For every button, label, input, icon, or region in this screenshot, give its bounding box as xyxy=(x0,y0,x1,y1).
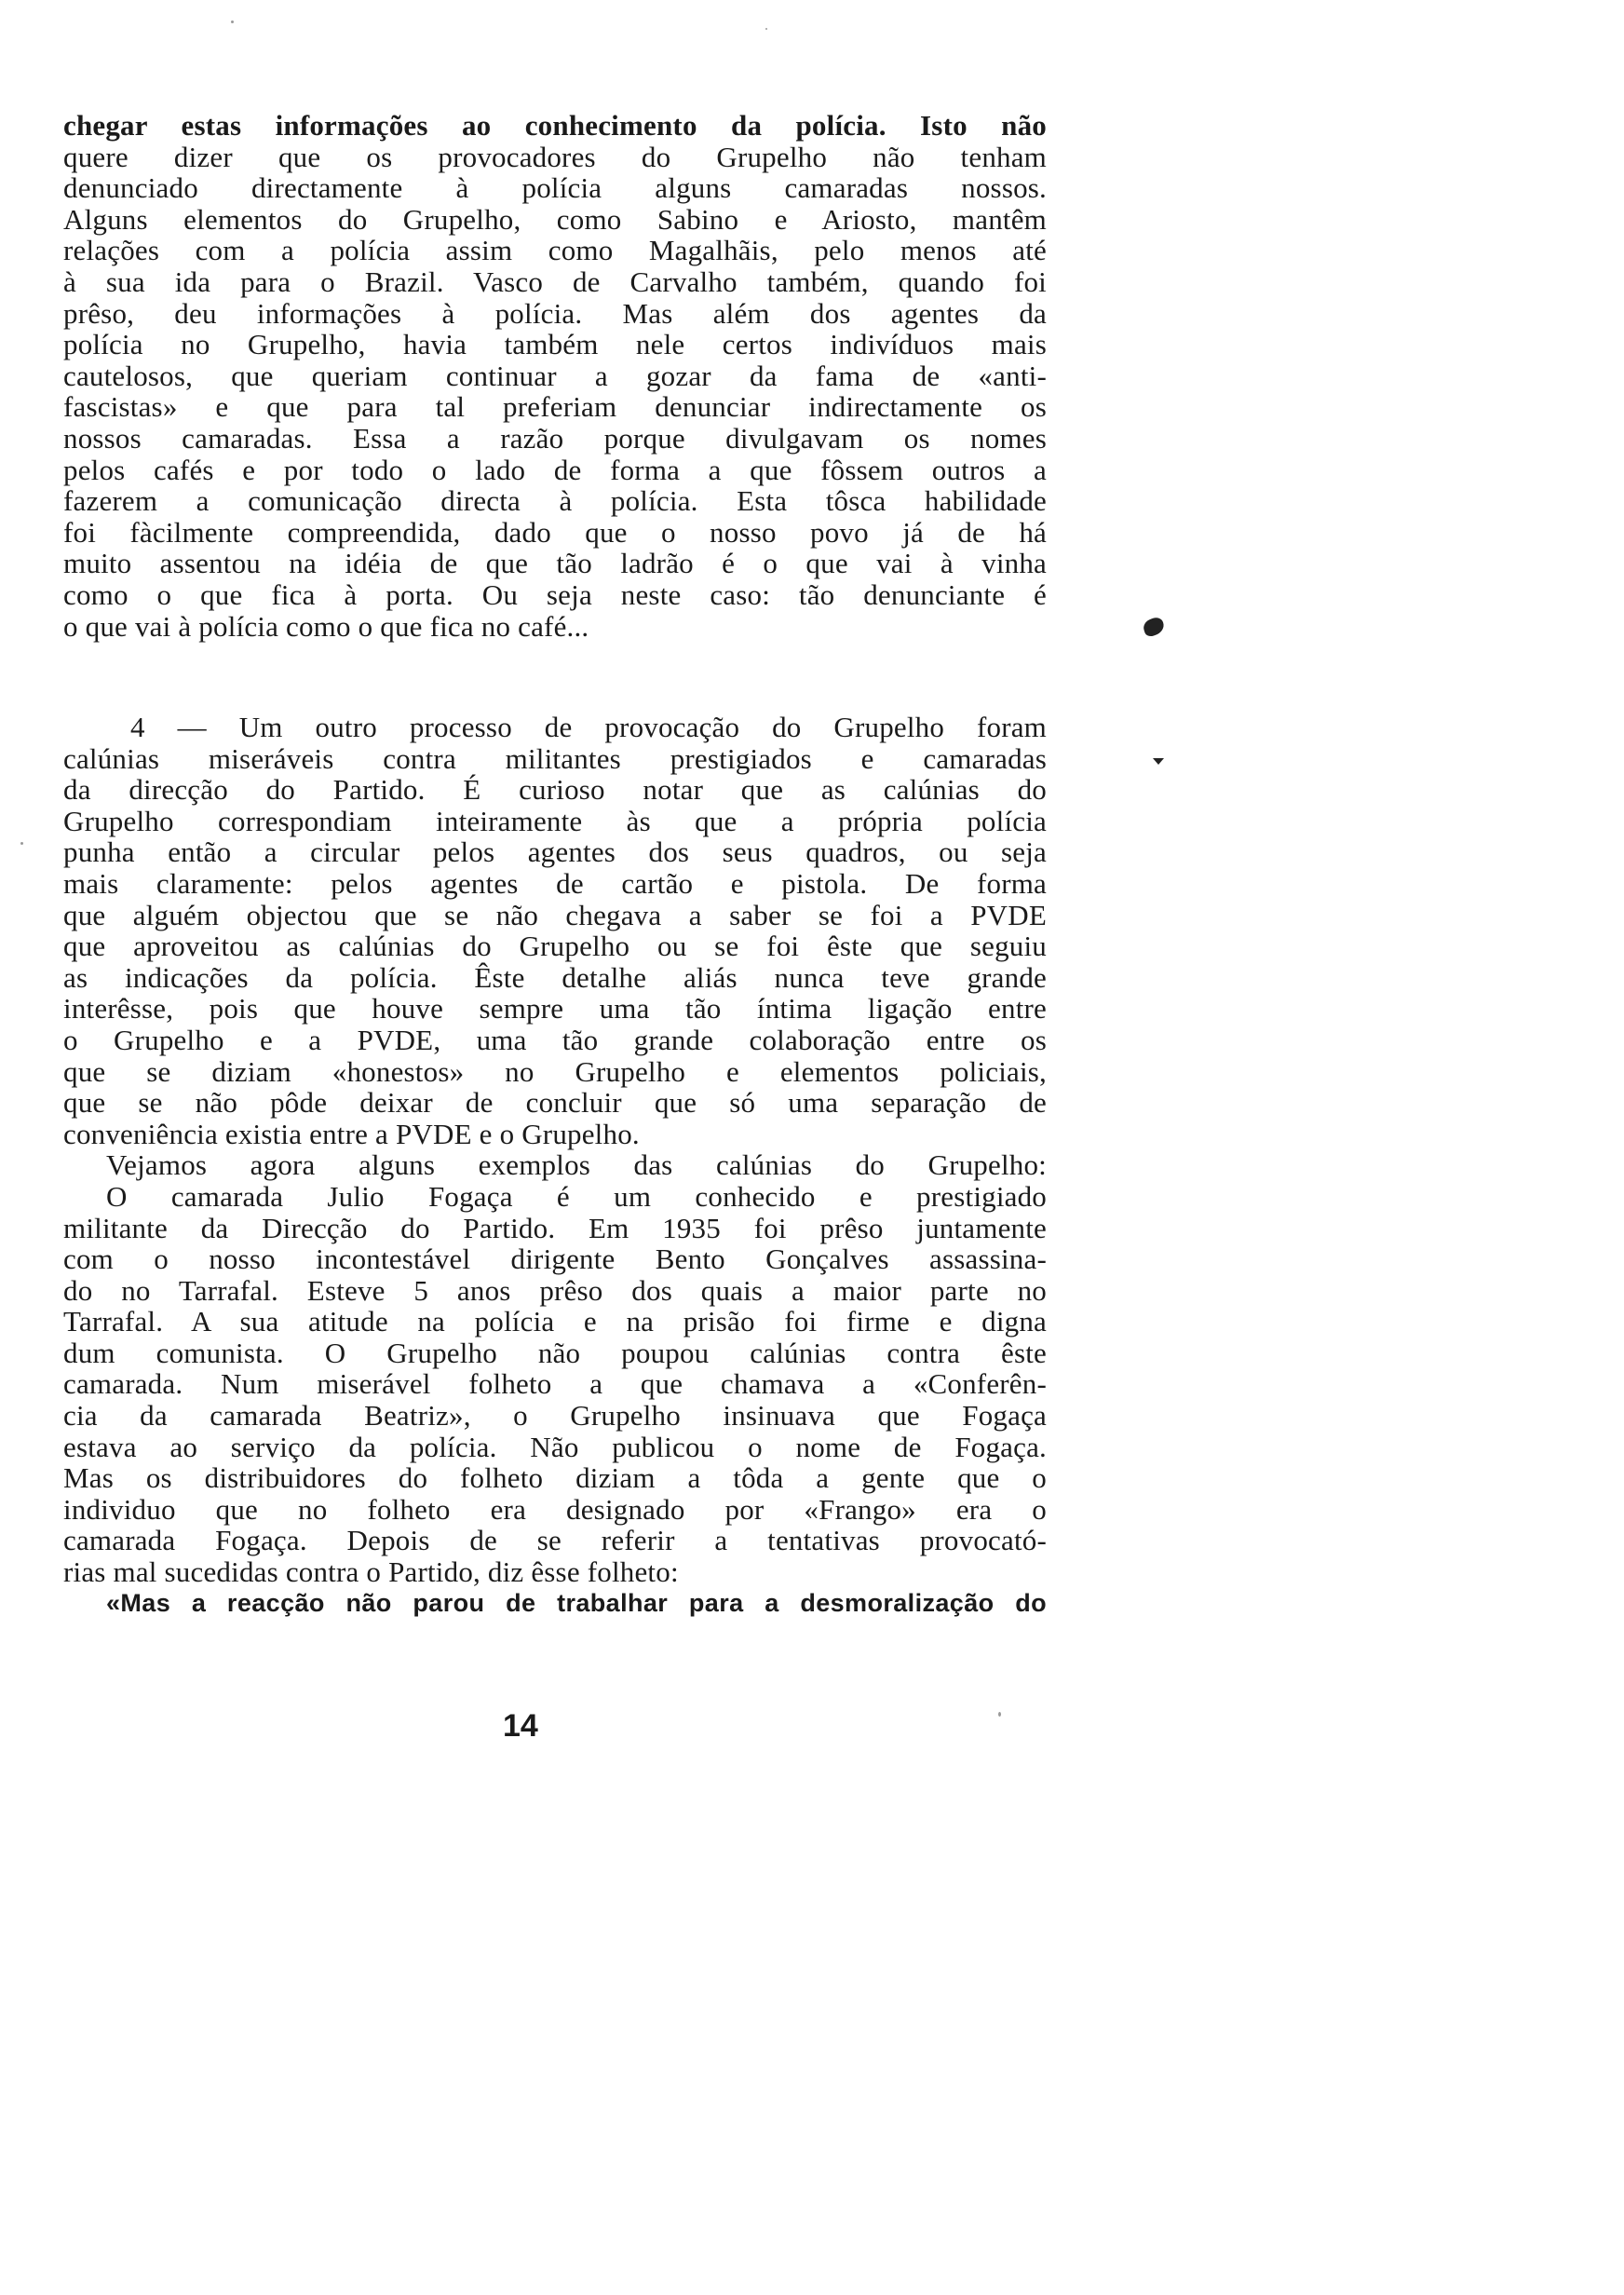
text-line: as indicações da polícia. Êste detalhe aliás nunca teve grande xyxy=(63,960,1047,994)
paper-speck xyxy=(20,842,23,845)
text-line: «Mas a reacção não parou de trabalhar para a desmoralização do xyxy=(106,1588,1047,1617)
text-line: camarada. Num miserável folheto a que chamava a «Conferên- xyxy=(63,1367,1047,1401)
text-line: foi fàcilmente compreendida, dado que o nosso povo já de há xyxy=(63,515,1047,549)
ink-mark xyxy=(1153,758,1164,765)
text-line: mais claramente: pelos agentes de cartão e pistola. De forma xyxy=(63,866,1047,900)
text-line: o Grupelho e a PVDE, uma tão grande colaboração entre os xyxy=(63,1023,1047,1056)
text-line: que alguém objectou que se não chegava a saber se foi a PVDE xyxy=(63,898,1047,931)
text-block-section-4 xyxy=(63,712,1047,1619)
text-line: punha então a circular pelos agentes dos seus quadros, ou seja xyxy=(63,835,1047,869)
text-line: denunciado directamente à polícia alguns camaradas nossos. xyxy=(63,171,1047,205)
text-line: camarada Fogaça. Depois de se referir a tentativas provocató- xyxy=(63,1524,1047,1557)
text-line: cia da camarada Beatriz», o Grupelho insinuava que Fogaça xyxy=(63,1399,1047,1433)
text-line: cautelosos, que queriam continuar a gozar da fama de «anti- xyxy=(63,359,1047,392)
text-line: Mas os distribuidores do folheto diziam a tôda a gente que o xyxy=(63,1461,1047,1495)
text-line: Tarrafal. A sua atitude na polícia e na prisão foi firme e digna xyxy=(63,1305,1047,1338)
paper-speck xyxy=(765,28,767,30)
text-line: Grupelho correspondiam inteiramente às que a própria polícia xyxy=(63,804,1047,837)
text-line: que aproveitou as calúnias do Grupelho ou se foi êste que seguiu xyxy=(63,930,1047,963)
text-line: com o nosso incontestável dirigente Bento Gonçalves assassina- xyxy=(63,1243,1047,1276)
text-line: militante da Direcção do Partido. Em 1935 foi prêso juntamente xyxy=(63,1211,1047,1244)
text-line: individuo que no folheto era designado por «Frango» era o xyxy=(63,1492,1047,1526)
text-line: muito assentou na idéia de que tão ladrão é o que vai à vinha xyxy=(63,547,1047,580)
text-line: polícia no Grupelho, havia também nele certos indivíduos mais xyxy=(63,328,1047,361)
text-line: nossos camaradas. Essa a razão porque divulgavam os nomes xyxy=(63,421,1047,455)
text-line: à sua ida para o Brazil. Vasco de Carvalho também, quando foi xyxy=(63,265,1047,298)
text-line: Vejamos agora alguns exemplos das calúnias do Grupelho: xyxy=(106,1148,1047,1182)
text-line: fazerem a comunicação directa à polícia. Esta tôsca habilidade xyxy=(63,484,1047,518)
page-number: 14 xyxy=(503,1708,538,1744)
text-block-continuation xyxy=(63,110,1047,642)
text-line: como o que fica à porta. Ou seja neste caso: tão denunciante é xyxy=(63,577,1047,611)
ink-blot xyxy=(1142,616,1166,638)
text-line: calúnias miseráveis contra militantes prestigiados e camaradas xyxy=(63,741,1047,775)
text-line: relações com a polícia assim como Magalhãis, pelo menos até xyxy=(63,234,1047,267)
paper-speck xyxy=(231,20,234,23)
text-line: que se não pôde deixar de concluir que só uma separação de xyxy=(63,1086,1047,1120)
text-line: do no Tarrafal. Esteve 5 anos prêso dos quais a maior parte no xyxy=(63,1273,1047,1307)
text-line: O camarada Julio Fogaça é um conhecido e prestigiado xyxy=(106,1179,1047,1213)
text-line: conveniência existia entre a PVDE e o Grupelho. xyxy=(63,1117,640,1150)
text-line: fascistas» e que para tal preferiam denunciar indirectamente os xyxy=(63,390,1047,424)
paper-speck xyxy=(998,1712,1001,1717)
text-line: Alguns elementos do Grupelho, como Sabino e Ariosto, mantêm xyxy=(63,202,1047,236)
text-line: rias mal sucedidas contra o Partido, diz êsse folheto: xyxy=(63,1555,679,1589)
text-line: pelos cafés e por todo o lado de forma a que fôssem outros a xyxy=(63,453,1047,486)
text-line: quere dizer que os provocadores do Grupelho não tenham xyxy=(63,140,1047,173)
text-line: prêso, deu informações à polícia. Mas além dos agentes da xyxy=(63,296,1047,330)
text-line: chegar estas informações ao conhecimento da polícia. Isto não xyxy=(63,109,1047,142)
text-line: estava ao serviço da polícia. Não publicou o nome de Fogaça. xyxy=(63,1430,1047,1463)
text-line: interêsse, pois que houve sempre uma tão íntima ligação entre xyxy=(63,992,1047,1025)
text-line: 4 — Um outro processo de provocação do Grupelho foram xyxy=(130,711,1047,743)
text-line: dum comunista. O Grupelho não poupou calúnias contra êste xyxy=(63,1336,1047,1369)
text-line: o que vai à polícia como o que fica no café... xyxy=(63,609,589,643)
text-line: da direcção do Partido. É curioso notar que as calúnias do xyxy=(63,773,1047,807)
text-line: que se diziam «honestos» no Grupelho e elementos policiais, xyxy=(63,1054,1047,1088)
